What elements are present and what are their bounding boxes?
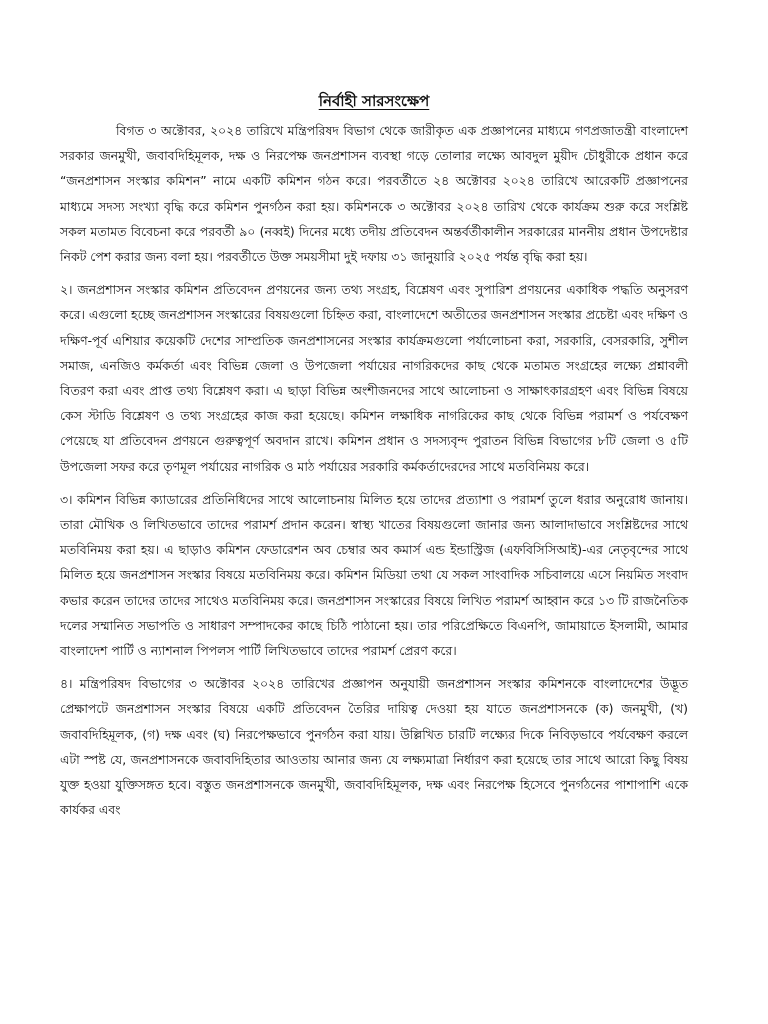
document-page — [60, 90, 688, 830]
paragraph-2: ২। জনপ্রশাসন সংস্কার কমিশন প্রতিবেদন প্রণয়নের জন্য তথ্য সংগ্রহ, বিশ্লেষণ এবং সুপারিশ প্রণয়নের একাধিক পদ্ধতি অনুসরণ করে। এগুলো হচ্ছে জনপ্রশাসন সংস্কারের বিষয়গুলো চিহ্নিত করা, বাংলাদেশে অতীতের জনপ্রশাসন সংস্কার প্রচেষ্টা এবং দক্ষিণ ও দক্ষিণ-পূর্ব এশিয়ার কয়েকটি দেশের সাম্প্রতিক জনপ্রশাসনের সংস্কার কার্যক্রমগুলো পর্যালোচনা করা, সরকারি, বেসরকারি, সুশীল সমাজ, এনজিও কর্মকর্তা এবং বিভিন্ন জেলা ও উপজেলা পর্যায়ের নাগরিকদের কাছ থেকে মতামত সংগ্রহের লক্ষ্যে প্রশ্নাবলী বিতরণ করা এবং প্রাপ্ত তথ্য বিশ্লেষণ করা। এ ছাড়া বিভিন্ন অংশীজনদের সাথে আলোচনা ও সাক্ষাৎকারগ্রহণ এবং বিভিন্ন বিষয়ে কেস স্টাডি বিশ্লেষণ ও তথ্য সংগ্রহের কাজ করা হয়েছে। কমিশন লক্ষাধিক নাগরিকের কাছ থেকে বিভিন্ন পরামর্শ ও পর্যবেক্ষণ পেয়েছে যা প্রতিবেদন প্রণয়নে গুরুত্বপূর্ণ অবদান রাখে। কমিশন প্রধান ও সদস্যবৃন্দ পুরাতন বিভিন্ন বিভাগের ৮টি জেলা ও ৫টি উপজেলা সফর করে তৃণমূল পর্যায়ের নাগরিক ও মাঠ পর্যায়ের সরকারি কর্মকর্তাদেরদের সাথে মতবিনিময় করে। — [60, 282, 688, 474]
paragraph-1: বিগত ৩ অক্টোবর, ২০২৪ তারিখে মন্ত্রিপরিষদ বিভাগ থেকে জারীকৃত এক প্রজ্ঞাপনের মাধ্যমে গণপ্রজাতন্ত্রী বাংলাদেশ সরকার জনমুখী, জবাবদিহিমূলক, দক্ষ ও নিরপেক্ষ জনপ্রশাসন ব্যবস্থা গড়ে তোলার লক্ষ্যে আবদুল মুয়ীদ চৌধুরীকে প্রধান করে “জনপ্রশাসন সংস্কার কমিশন” নামে একটি কমিশন গঠন করে। পরবর্তীতে ২৪ অক্টোবর ২০২৪ তারিখে আরেকটি প্রজ্ঞাপনের মাধ্যমে সদস্য সংখ্যা বৃদ্ধি করে কমিশন পুনর্গঠন করা হয়। কমিশনকে ৩ অক্টোবর ২০২৪ তারিখ থেকে কার্যক্রম শুরু করে সংশ্লিষ্ট সকল মতামত বিবেচনা করে পরবর্তী ৯০ (নব্বই) দিনের মধ্যে তদীয় প্রতিবেদন অন্তর্বর্তীকালীন সরকারের মাননীয় প্রধান উপদেষ্টার নিকট পেশ করার জন্য বলা হয়। পরবর্তীতে উক্ত সময়সীমা দুই দফায় ৩১ জানুয়ারি ২০২৫ পর্যন্ত বৃদ্ধি করা হয়। — [60, 123, 688, 265]
paragraph-4: ৪। মন্ত্রিপরিষদ বিভাগের ৩ অক্টোবর ২০২৪ তারিখের প্রজ্ঞাপন অনুযায়ী জনপ্রশাসন সংস্কার কমিশনকে বাংলাদেশের উদ্ভূত প্রেক্ষাপটে জনপ্রশাসন সংস্কার বিষয়ে একটি প্রতিবেদন তৈরির দায়িত্ব দেওয়া হয় যাতে জনপ্রশাসনকে (ক) জনমুখী, (খ) জবাবদিহিমূলক, (গ) দক্ষ এবং (ঘ) নিরপেক্ষভাবে পুনর্গঠন করা যায়। উল্লিখিত চারটি লক্ষ্যের দিকে নিবিড়ভাবে পর্যবেক্ষণ করলে এটা স্পষ্ট যে, জনপ্রশাসনকে জবাবদিহিতার আওতায় আনার জন্য যে লক্ষ্যমাত্রা নির্ধারণ করা হয়েছে তার সাথে আরো কিছু বিষয় যুক্ত হওয়া যুক্তিসঙ্গত হবে। বস্তুত জনপ্রশাসনকে জনমুখী, জবাবদিহিমূলক, দক্ষ এবং নিরপেক্ষ হিসেবে পুনর্গঠনের পাশাপাশি একে কার্যকর এবং — [60, 676, 688, 818]
paragraph-3: ৩। কমিশন বিভিন্ন ক্যাডারের প্রতিনিধিদের সাথে আলোচনায় মিলিত হয়ে তাদের প্রত্যাশা ও পরামর্শ তুলে ধরার অনুরোধ জানায়। তারা মৌখিক ও লিখিতভাবে তাদের পরামর্শ প্রদান করেন। স্বাস্থ্য খাতের বিষয়গুলো জানার জন্য আলাদাভাবে সংশ্লিষ্টদের সাথে মতবিনিময় করা হয়। এ ছাড়াও কমিশন ফেডারেশন অব চেম্বার অব কমার্স এন্ড ইন্ডাস্ট্রিজ (এফবিসিসিআই)-এর নেতৃবৃন্দের সাথে মিলিত হয়ে জনপ্রশাসন সংস্কার বিষয়ে মতবিনিময় করে। কমিশন মিডিয়া তথা যে সকল সাংবাদিক সচিবালয়ে এসে নিয়মিত সংবাদ কভার করেন তাদের তাদের সাথেও মতবিনিময় করে। জনপ্রশাসন সংস্কারের বিষয়ে লিখিত পরামর্শ আহ্বান করে ১৩ টি রাজনৈতিক দলের সম্মানিত সভাপতি ও সাধারণ সম্পাদকের কাছে চিঠি পাঠানো হয়। তার পরিপ্রেক্ষিতে বিএনপি, জামায়াতে ইসলামী, আমার বাংলাদেশ পার্টি ও ন্যাশনাল পিপলস পার্টি লিখিতভাবে তাদের পরামর্শ প্রেরণ করে। — [60, 491, 688, 659]
document-title: নির্বাহী সারসংক্ষেপ — [318, 92, 430, 110]
